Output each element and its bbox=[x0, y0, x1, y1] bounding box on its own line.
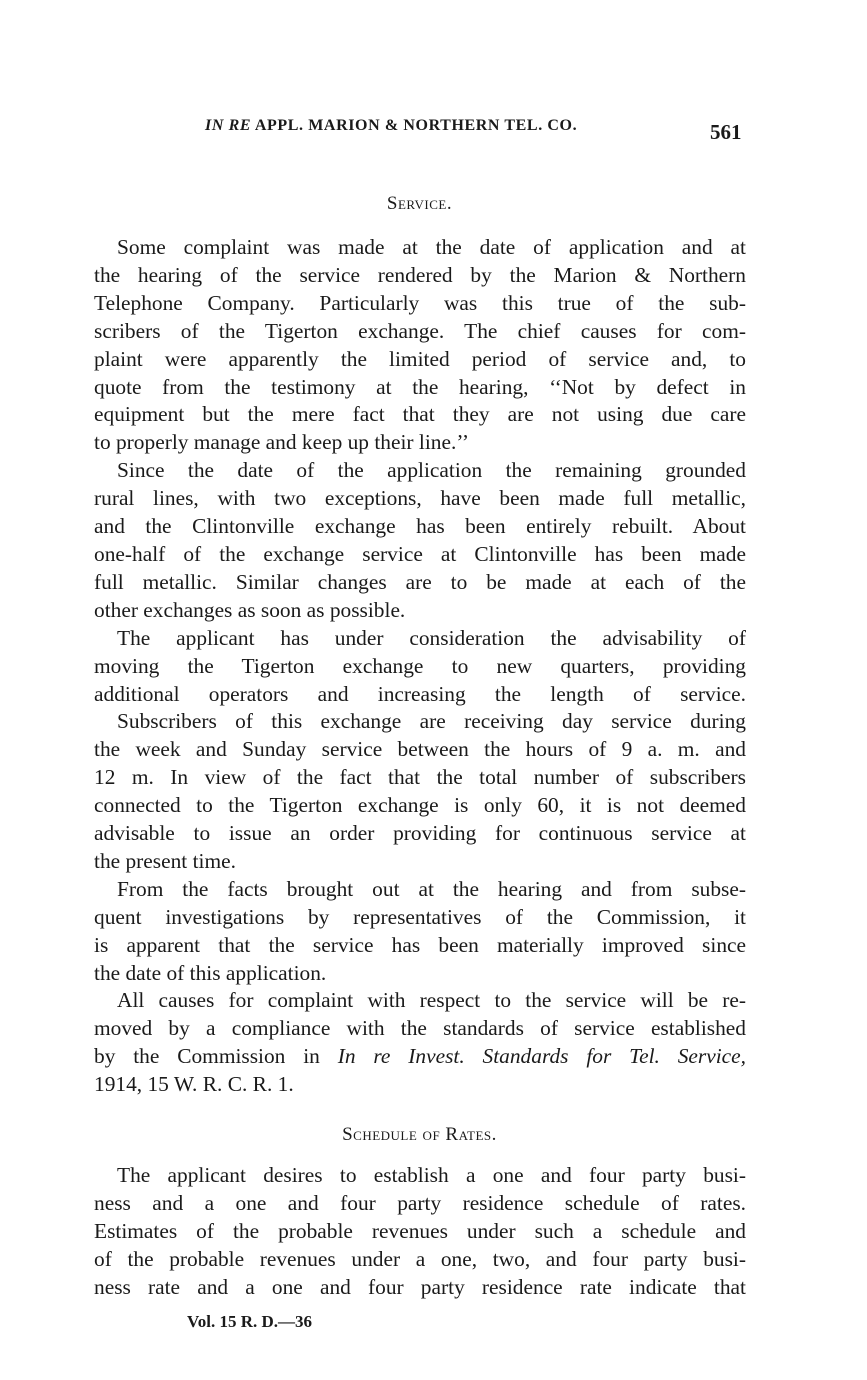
paragraph bbox=[94, 625, 746, 709]
text-line: moving the Tigerton exchange to new quarters, providing bbox=[94, 653, 746, 678]
text-line: other exchanges as soon as possible. bbox=[94, 597, 406, 622]
text-line: The applicant desires to establish a one and four party busi- bbox=[117, 1163, 746, 1187]
text-line: the date of this application. bbox=[94, 960, 327, 985]
running-head-title: APPL. MARION & NORTHERN TEL. CO. bbox=[254, 117, 578, 134]
paragraph bbox=[94, 987, 746, 1099]
text-line: and the Clintonville exchange has been entirely rebuilt. About bbox=[94, 514, 746, 539]
citation-prefix: by the Commission in bbox=[94, 1044, 320, 1069]
text-line: rural lines, with two exceptions, have been made full metallic, bbox=[94, 486, 746, 511]
text-line: ness rate and a one and four party residence rate indicate that bbox=[94, 1274, 746, 1299]
text-line: the week and Sunday service between the hours of 9 a. m. and bbox=[94, 737, 746, 762]
text-line: 1914, 15 W. R. C. R. 1. bbox=[94, 1072, 294, 1097]
text-line: of the probable revenues under a one, two, and four party busi- bbox=[94, 1246, 746, 1271]
text-line: Estimates of the probable revenues under such a schedule and bbox=[94, 1218, 746, 1243]
section-body-rates bbox=[94, 1162, 746, 1302]
page-number: 561 bbox=[710, 120, 742, 144]
text-line: Subscribers of this exchange are receiving day service during bbox=[117, 709, 746, 734]
text-line: plaint were apparently the limited period of service and, to bbox=[94, 346, 746, 371]
text-line: Telephone Company. Particularly was this true of the sub- bbox=[94, 290, 746, 315]
paragraph bbox=[94, 234, 746, 457]
text-line: full metallic. Similar changes are to be made at each of the bbox=[94, 569, 746, 594]
paragraph bbox=[94, 457, 746, 624]
running-head bbox=[205, 117, 577, 135]
text-line: the hearing of the service rendered by the Marion & Northern bbox=[94, 262, 746, 287]
section-heading-service: Service. bbox=[386, 193, 453, 214]
text-line: additional operators and increasing the length of service. bbox=[94, 681, 746, 706]
text-line: moved by a compliance with the standards of service established bbox=[94, 1016, 746, 1041]
text-line: the present time. bbox=[94, 848, 236, 873]
citation-title: In re Invest. Standards for Tel. Service, bbox=[337, 1044, 747, 1069]
paragraph bbox=[94, 1162, 746, 1302]
section-body-service bbox=[94, 234, 746, 1099]
text-line: Since the date of the application the remaining grounded bbox=[117, 458, 746, 483]
text-line: quent investigations by representatives of the Commission, it bbox=[94, 904, 746, 929]
text-line: quote from the testimony at the hearing, ‘‘Not by defect in bbox=[94, 374, 746, 399]
text-line: equipment but the mere fact that they are not using due care bbox=[94, 402, 746, 427]
text-line: From the facts brought out at the hearing and from subse- bbox=[117, 876, 746, 901]
signature-mark: Vol. 15 R. D.—36 bbox=[187, 1312, 312, 1331]
text-line: to properly manage and keep up their line.’’ bbox=[94, 430, 469, 455]
text-line: one-half of the exchange service at Clintonville has been made bbox=[94, 541, 746, 566]
text-line: 12 m. In view of the fact that the total number of subscribers bbox=[94, 765, 746, 790]
text-line: is apparent that the service has been materially improved since bbox=[94, 932, 746, 957]
running-head-italic: IN RE bbox=[205, 117, 252, 134]
text-line: ness and a one and four party residence schedule of rates. bbox=[94, 1190, 746, 1215]
section-heading-rates: Schedule of Rates. bbox=[342, 1124, 497, 1145]
text-line: advisable to issue an order providing for continuous service at bbox=[94, 821, 746, 846]
text-line: connected to the Tigerton exchange is only 60, it is not deemed bbox=[94, 793, 746, 818]
text-line: All causes for complaint with respect to the service will be re- bbox=[117, 988, 746, 1013]
paragraph bbox=[94, 876, 746, 988]
text-line: Some complaint was made at the date of application and at bbox=[117, 235, 746, 259]
citation-line bbox=[94, 1043, 746, 1071]
paragraph bbox=[94, 708, 746, 875]
text-line: The applicant has under consideration the advisability of bbox=[117, 625, 746, 650]
text-line: scribers of the Tigerton exchange. The chief causes for com- bbox=[94, 318, 746, 343]
